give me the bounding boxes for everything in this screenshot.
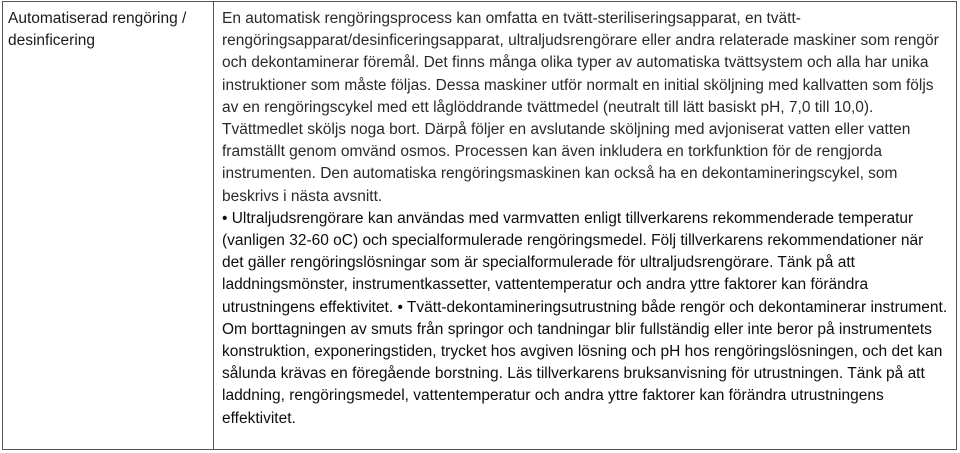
document-table: [2, 1, 957, 450]
row-label: Automatiserad rengöring / desinficering: [8, 10, 187, 49]
row-label-cell: [3, 2, 214, 449]
content-paragraph-bullets: • Ultraljudsrengörare kan användas med varmvatten enligt tillverkarens rekommenderade temperatur (vanligen 32-60 oC) och specialformulerade rengöringsmedel. Följ tillverkarens rekommendationer när det gäller rengöringslösningar som är specialformulerade för ultraljudsrengörare. Tänk på att laddningsmönster, instrumentkassetter, vattentemperatur och andra yttre faktorer kan förändra utrustningens effektivitet. • Tvätt-dekontamineringsutrustning både rengör och dekontaminerar instrument. Om borttagningen av smuts från springor och tandningar blir fullständig eller inte beror på instrumentets konstruktion, exponeringstiden, trycket hos avgiven lösning och pH hos rengöringslösningen, och det kan sålunda krävas en föregående borstning. Läs tillverkarens bruksanvisning för utrustningen. Tänk på att laddning, rengöringsmedel, vattentemperatur och andra yttre faktorer kan förändra utrustningens effektivitet.: [222, 209, 948, 427]
content-paragraph-intro: En automatisk rengöringsprocess kan omfatta en tvätt-steriliseringsapparat, en tvätt-rengöringsapparat/desinficeringsapparat, ultraljudsrengörare eller andra relaterade maskiner som rengör och dekontaminerar föremål. Det finns många olika typer av automatiska tvättsystem och alla har unika instruktioner som måste följas. Dessa maskiner utför normalt en initial sköljning med kallvatten som följs av en rengöringscykel med ett låglöddrande tvättmedel (neutralt till lätt basiskt pH, 7,0 till 10,0). Tvättmedlet sköljs noga bort. Därpå följer en avslutande sköljning med avjoniserat vatten eller vatten framställt genom omvänd osmos. Processen kan även inkludera en torkfunktion för de rengjorda instrumenten. Den automatiska rengöringsmaskinen kan också ha en dekontamineringscykel, som beskrivs i nästa avsnitt.: [222, 10, 939, 205]
row-content-cell: [214, 2, 956, 449]
